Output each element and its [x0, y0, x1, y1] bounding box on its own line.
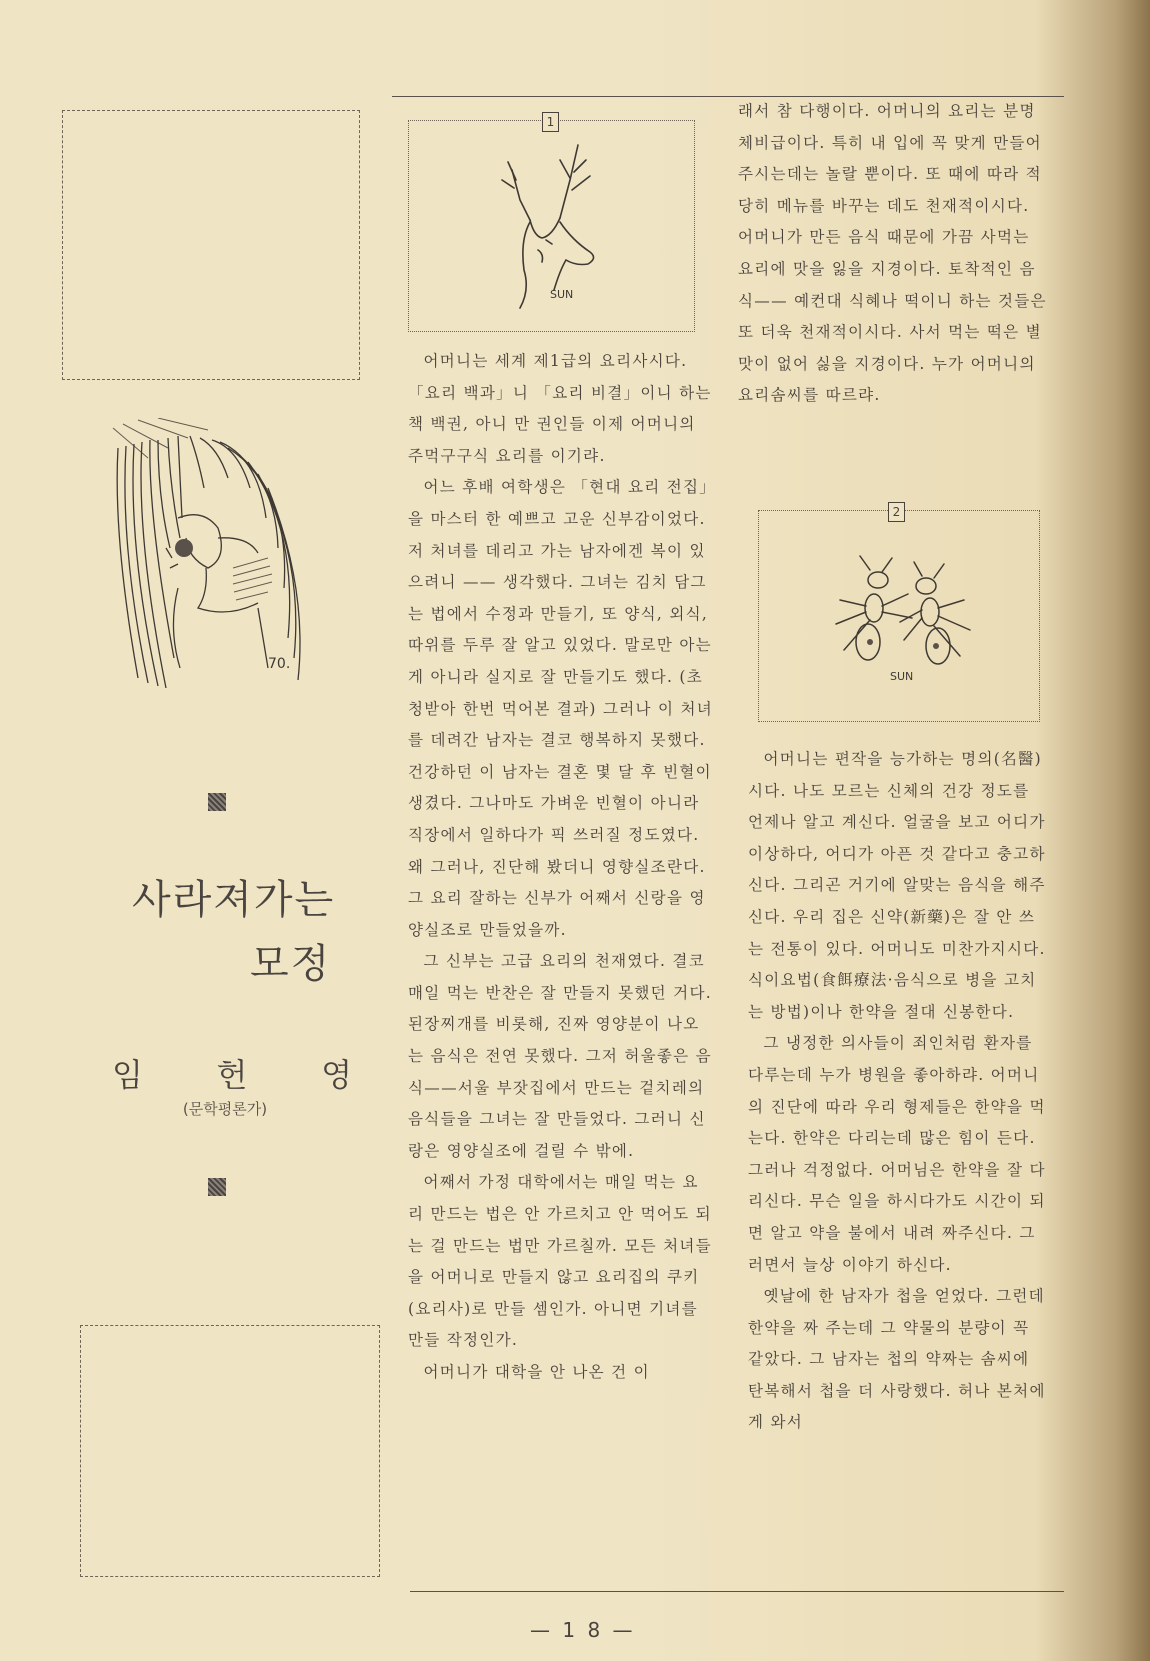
- empty-frame-top: [62, 110, 360, 380]
- paragraph: 래서 참 다행이다. 어머니의 요리는 분명 체비급이다. 특히 내 입에 꼭 맞게 만들어 주시는데는 놀랄 뿐이다. 또 때에 따라 적당히 메뉴를 바꾸는 데도 천재적이시다. 어머니가 만든 음식 때문에 가끔 사먹는 요리에 맛을 잃을 지경이다. 토착적인 음식—— 예컨대 식혜나 떡이니 하는 것들은 또 더욱 천재적이시다. 사서 먹는 떡은 별 맛이 없어 싫을 지경이다. 누가 어머니의 요리솜씨를 따르랴.: [738, 102, 1047, 405]
- ant-signature: SUN: [890, 670, 914, 683]
- deer-signature: SUN: [550, 288, 574, 301]
- paragraph: 그 신부는 고급 요리의 천재였다. 결코 매일 먹는 반찬은 잘 만들지 못했던 거다. 된장찌개를 비롯해, 진짜 영양분이 나오는 음식은 전연 못했다. 그저 허울좋은 음식——서울 부잣집에서 만드는 겉치레의 음식들을 그녀는 잘 만들었다. 그러니 신랑은 영양실조에 걸릴 수 밖에.: [408, 952, 712, 1160]
- paragraph: 어느 후배 여학생은 「현대 요리 전집」을 마스터 한 예쁘고 고운 신부감이었다. 저 처녀를 데리고 가는 남자에겐 복이 있으려니 —— 생각했다. 그녀는 김치 담그는 법에서 수정과 만들기, 또 양식, 외식, 따위를 두루 잘 알고 있었다. 말로만 아는 게 아니라 실지로 잘 만들기도 했다. (초청받아 한번 먹어본 결과) 그러나 이 처녀를 데려간 남자는 결코 행복하지 못했다. 건강하던 이 남자는 결혼 몇 달 후 빈혈이 생겼다. 그나마도 가벼운 빈혈이 아니라 직장에서 일하다가 픽 쓰러질 정도였다. 왜 그러나, 진단해 봤더니 영향실조란다. 그 요리 잘하는 신부가 어째서 신랑을 영양실조로 만들었을까.: [408, 478, 714, 939]
- paragraph: 어머니는 세계 제1급의 요리사시다. 「요리 백과」니 「요리 비결」이니 하는 책 백권, 아니 만 권인들 이제 어머니의 주먹구구식 요리를 이기랴.: [408, 352, 712, 465]
- paragraph: 어머니는 편작을 능가하는 명의(名醫)시다. 나도 모르는 신체의 건강 정도를 언제나 알고 계신다. 얼굴을 보고 어디가 이상하다, 어디가 아픈 것 같다고 충고하신다. 그리곤 거기에 알맞는 음식을 해주신다. 우리 집은 신약(新藥)은 잘 안 쓰는 전통이 있다. 어머니도 미찬가지시다. 식이요법(食餌療法·음식으로 병을 고치는 방법)이나 한약을 절대 신봉한다.: [748, 750, 1046, 1021]
- ant-sketch: [830, 550, 980, 690]
- author-char: 영: [321, 1056, 352, 1094]
- decorative-square-icon: [208, 793, 226, 811]
- decorative-square-icon: [208, 1178, 226, 1196]
- paragraph: 어머니가 대학을 안 나온 건 이: [423, 1363, 650, 1381]
- deer-sketch: [490, 140, 610, 310]
- portrait-year-mark: 70.: [268, 656, 291, 672]
- illustration-number-badge: 2: [888, 502, 905, 522]
- article-column-right-bottom: [748, 744, 1050, 1439]
- article-title-line1: 사라져가는: [132, 877, 336, 923]
- bottom-rule: [410, 1591, 1064, 1592]
- article-column-middle: [408, 346, 714, 1389]
- page-number: — 1 8 —: [530, 1618, 636, 1642]
- author-role: (문학평론가): [182, 1100, 268, 1118]
- author-char: 임: [112, 1056, 143, 1094]
- author-char: 헌: [216, 1056, 248, 1094]
- paragraph: 옛날에 한 남자가 첩을 얻었다. 그런데 한약을 짜 주는데 그 약물의 분량이 꼭 같았다. 그 남자는 첩의 약짜는 솜씨에 탄복해서 첩을 더 사랑했다. 허나 본처에게 와서: [748, 1287, 1046, 1432]
- portrait-sketch: [108, 418, 318, 698]
- illustration-number-badge: 1: [542, 112, 559, 132]
- paragraph: 어째서 가정 대학에서는 매일 먹는 요리 만드는 법은 안 가르치고 안 먹어도 되는 걸 만드는 법만 가르칠까. 모든 처녀들을 어머니로 만들지 않고 요리집의 쿠키(요리사)로 만들 셈인가. 아니면 기녀를 만들 작정인가.: [408, 1173, 712, 1350]
- paragraph: 그 냉정한 의사들이 죄인처럼 환자를 다루는데 누가 병원을 좋아하랴. 어머니의 진단에 따라 우리 형제들은 한약을 먹는다. 한약은 다리는데 많은 힘이 든다. 그러나 걱정없다. 어머님은 한약을 잘 다리신다. 무슨 일을 하시다가도 시간이 되면 알고 약을 불에서 내려 짜주신다. 그러면서 늘상 이야기 하신다.: [748, 1034, 1046, 1274]
- empty-frame-bottom: [80, 1325, 380, 1577]
- article-title-line2: 모정: [250, 941, 332, 987]
- author-name: [112, 1050, 352, 1096]
- article-column-right-top: [738, 96, 1050, 412]
